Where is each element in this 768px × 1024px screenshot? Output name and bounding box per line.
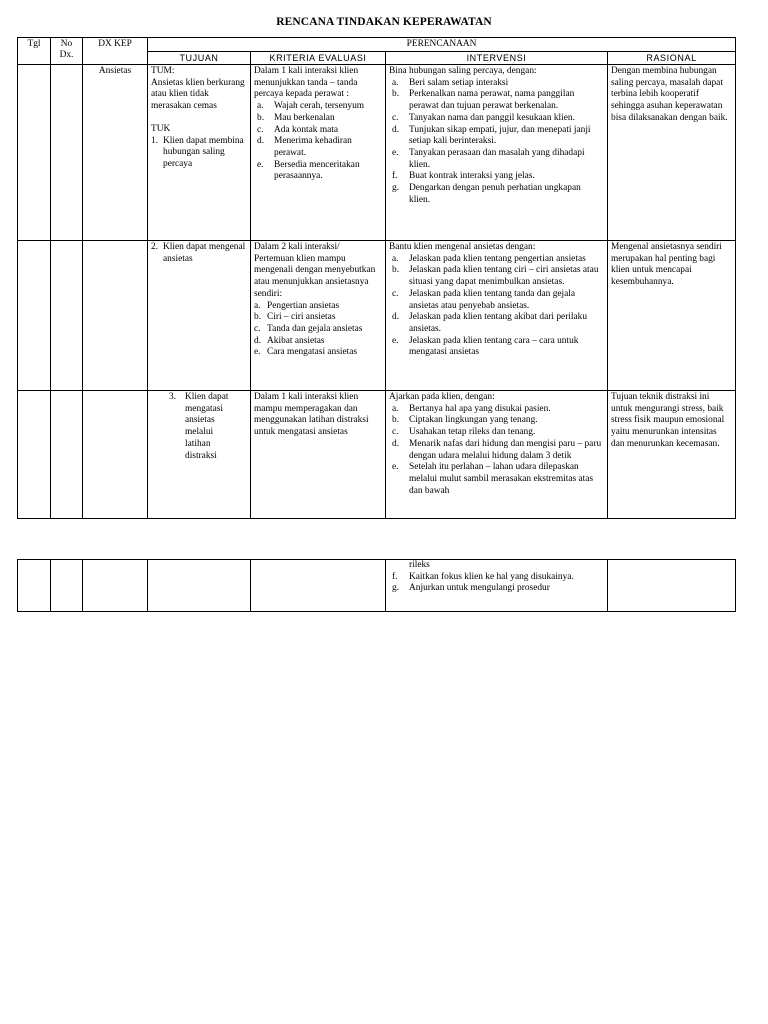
- list-item: [389, 415, 604, 427]
- list-text: Ciri – ciri ansietas: [267, 312, 336, 323]
- list-text: Jelaskan pada klien tentang akibat dari perilaku ansietas.: [409, 312, 588, 334]
- tuk-item: [151, 242, 247, 265]
- tuk-number: 1.: [151, 135, 159, 146]
- header-intervensi: INTERVENSI: [386, 51, 608, 65]
- header-perencanaan: PERENCANAAN: [148, 38, 736, 52]
- list-item: [389, 583, 604, 595]
- list-text: Kaitkan fokus klien ke hal yang disukainya.: [409, 571, 574, 582]
- list-marker: a.: [392, 77, 399, 88]
- cell-tgl: [18, 560, 51, 612]
- header-no-dx: No Dx.: [51, 38, 83, 65]
- list-text: Tanda dan gejala ansietas: [267, 323, 363, 334]
- list-text: Akibat ansietas: [267, 335, 325, 346]
- tum-label: TUM:: [151, 66, 175, 76]
- list-marker: e.: [257, 159, 264, 170]
- list-item: [389, 404, 604, 416]
- list-marker: c.: [257, 124, 264, 135]
- cell-dx-kep: [83, 560, 148, 612]
- list-marker: c.: [392, 112, 399, 123]
- care-plan-table: [17, 37, 736, 519]
- list-text: Ada kontak mata: [274, 124, 339, 135]
- list-text: Bersedia menceritakan perasaannya.: [274, 159, 360, 182]
- list-item: [254, 113, 382, 125]
- list-marker: a.: [392, 253, 399, 264]
- kriteria-list: [254, 301, 382, 360]
- intervensi-intro: Ajarkan pada klien, dengan:: [389, 392, 495, 402]
- intervensi-intro: Bantu klien mengenal ansietas dengan:: [389, 242, 536, 252]
- list-marker: d.: [254, 335, 262, 346]
- list-item: [254, 101, 382, 113]
- list-text: Bertanya hal apa yang disukai pasien.: [409, 403, 551, 414]
- list-text: Menarik nafas dari hidung dan mengisi paru – paru dengan udara melalui hidung dalam 3 detik: [409, 438, 602, 461]
- cell-rasional: [608, 560, 736, 612]
- header-rasional: RASIONAL: [608, 51, 736, 65]
- list-item: [389, 312, 604, 335]
- cell-kriteria: [251, 65, 386, 241]
- cell-tgl: [18, 241, 51, 391]
- list-text: Anjurkan untuk mengulangi prosedur: [409, 583, 550, 594]
- list-marker: f.: [392, 171, 398, 182]
- list-item: [389, 427, 604, 439]
- list-item: [254, 136, 382, 159]
- list-marker: b.: [392, 89, 400, 100]
- kriteria-intro: Dalam 2 kali interaksi/ Pertemuan klien mampu mengenali dengan menyebutkan atau menunjukkan ansietasnya sendiri:: [254, 242, 376, 299]
- list-text: Beri salam setiap interaksi: [409, 77, 509, 88]
- list-item: [254, 312, 382, 324]
- cell-dx-kep: [83, 241, 148, 391]
- list-text: Ciptakan lingkungan yang tenang.: [409, 415, 538, 426]
- list-marker: d.: [392, 438, 400, 449]
- list-item: [389, 183, 604, 206]
- list-item: [389, 254, 604, 266]
- list-marker: d.: [257, 136, 265, 147]
- page-title: RENCANA TINDAKAN KEPERAWATAN: [276, 16, 492, 28]
- list-text: Tanyakan perasaan dan masalah yang dihadapi klien.: [409, 147, 585, 170]
- intervensi-list: [389, 404, 604, 498]
- list-text: Jelaskan pada klien tentang tanda dan gejala ansietas atau penyebab ansietas.: [409, 288, 576, 311]
- list-text: Pengertian ansietas: [267, 300, 340, 311]
- cell-tujuan: [148, 65, 251, 241]
- cell-dx-kep: Ansietas: [83, 65, 148, 241]
- cell-tujuan: [148, 391, 251, 519]
- tuk-text: Klien dapat mengenal ansietas: [163, 242, 246, 264]
- tuk-text: Klien dapat mengatasi ansietas melalui latihan distraksi: [185, 392, 229, 461]
- cell-tujuan: [148, 241, 251, 391]
- cell-dx-kep: [83, 391, 148, 519]
- cell-tujuan: [148, 560, 251, 612]
- cell-kriteria: [251, 241, 386, 391]
- cell-intervensi: [386, 65, 608, 241]
- list-item: [254, 125, 382, 137]
- cell-kriteria: [251, 560, 386, 612]
- list-text: Jelaskan pada klien tentang cara – cara untuk mengatasi ansietas: [409, 335, 579, 358]
- table-row: [18, 391, 736, 519]
- list-marker: c.: [254, 323, 261, 334]
- list-text: Setelah itu perlahan – lahan udara dilepaskan melalui mulut sambil merasakan ekstremitas atas dan bawah: [409, 462, 594, 496]
- tuk-item: [151, 392, 247, 462]
- header-tgl: Tgl: [18, 38, 51, 65]
- table-row: [18, 241, 736, 391]
- list-item: [389, 439, 604, 462]
- list-text: Dengarkan dengan penuh perhatian ungkapan klien.: [409, 183, 581, 205]
- table-row: [18, 65, 736, 241]
- list-marker: a.: [392, 403, 399, 414]
- list-marker: b.: [392, 265, 400, 276]
- cell-no-dx: [51, 391, 83, 519]
- list-item: [389, 336, 604, 359]
- list-text: Perkenalkan nama perawat, nama panggilan perawat dan tujuan perawat berkenalan.: [409, 89, 575, 112]
- list-text: Jelaskan pada klien tentang pengertian ansietas: [409, 253, 586, 264]
- list-item: [389, 125, 604, 148]
- list-marker: e.: [392, 335, 399, 346]
- cell-rasional: Dengan membina hubungan saling percaya, masalah dapat terbina lebih kooperatif sehingga asuhan keperawatan bisa dilaksanakan dengan baik.: [608, 65, 736, 241]
- tuk-item: [151, 136, 247, 171]
- kriteria-intro: Dalam 1 kali interaksi klien menunjukkan tanda – tanda percaya kepada perawat :: [254, 66, 359, 100]
- list-item: [389, 462, 604, 497]
- list-item: [389, 289, 604, 312]
- list-item: [389, 148, 604, 171]
- cell-rasional: Tujuan teknik distraksi ini untuk mengurangi stress, baik stress fisik maupun emosional yaitu menurunkan intensitas dan menurunkan kecemasan.: [608, 391, 736, 519]
- list-text: Usahakan tetap rileks dan tenang.: [409, 427, 536, 438]
- care-plan-table-continued: [17, 559, 736, 612]
- list-text: Jelaskan pada klien tentang ciri – ciri ansietas atau situasi yang dapat menimbulkan ansietas.: [409, 265, 599, 288]
- list-marker: g.: [392, 583, 400, 594]
- table-row: [18, 560, 736, 612]
- list-text: Menerima kehadiran perawat.: [274, 136, 352, 158]
- list-marker: b.: [254, 312, 262, 323]
- list-item: [389, 572, 604, 584]
- list-marker: e.: [392, 147, 399, 158]
- tuk-text: Klien dapat membina hubungan saling percaya: [163, 135, 244, 169]
- intervensi-intro: Bina hubungan saling percaya, dengan:: [389, 66, 537, 76]
- cell-no-dx: [51, 65, 83, 241]
- list-text: Cara mengatasi ansietas: [267, 347, 358, 358]
- list-item: [389, 171, 604, 183]
- cell-no-dx: [51, 560, 83, 612]
- cell-intervensi: [386, 241, 608, 391]
- intervensi-list: [389, 572, 604, 595]
- cell-intervensi: [386, 560, 608, 612]
- list-marker: a.: [254, 300, 261, 311]
- tuk-number: 3.: [169, 392, 177, 402]
- list-marker: d.: [392, 312, 400, 323]
- cell-rasional: Mengenal ansietasnya sendiri merupakan hal penting bagi klien untuk mencapai kesembuhannya.: [608, 241, 736, 391]
- intervensi-list: [389, 254, 604, 359]
- list-marker: a.: [257, 101, 264, 112]
- list-marker: b.: [257, 112, 265, 123]
- cell-intervensi: [386, 391, 608, 519]
- list-marker: f.: [392, 571, 398, 582]
- list-marker: e.: [392, 462, 399, 473]
- tum-text: Ansietas klien berkurang atau klien tidak merasakan cemas: [151, 77, 245, 112]
- continued-text: rileks: [409, 560, 430, 570]
- list-marker: e.: [254, 347, 261, 358]
- list-item: [254, 301, 382, 313]
- intervensi-list: [389, 78, 604, 207]
- list-text: Tunjukan sikap empati, jujur, dan menepati janji setiap kali berinteraksi.: [409, 124, 591, 147]
- list-item: [254, 160, 382, 183]
- list-item: [254, 336, 382, 348]
- header-dx-kep: DX KEP: [83, 38, 148, 65]
- cell-tgl: [18, 65, 51, 241]
- list-marker: c.: [392, 288, 399, 299]
- list-marker: b.: [392, 415, 400, 426]
- list-marker: c.: [392, 427, 399, 438]
- list-item: [389, 265, 604, 288]
- list-marker: g.: [392, 183, 400, 194]
- list-text: Mau berkenalan: [274, 112, 335, 123]
- list-item: [389, 113, 604, 125]
- header-kriteria: KRITERIA EVALUASI: [251, 51, 386, 65]
- list-text: Tanyakan nama dan panggil kesukaan klien.: [409, 112, 575, 123]
- tuk-number: 2.: [151, 242, 159, 252]
- cell-no-dx: [51, 241, 83, 391]
- tuk-label: TUK: [151, 123, 171, 134]
- list-item: [389, 78, 604, 90]
- list-item: [254, 324, 382, 336]
- cell-tgl: [18, 391, 51, 519]
- list-item: [254, 347, 382, 359]
- kriteria-list: [254, 101, 382, 183]
- list-item: [389, 89, 604, 112]
- list-text: Buat kontrak interaksi yang jelas.: [409, 171, 535, 182]
- cell-kriteria: Dalam 1 kali interaksi klien mampu memperagakan dan menggunakan latihan distraksi untuk mengatasi ansietas: [251, 391, 386, 519]
- list-marker: d.: [392, 124, 400, 135]
- header-tujuan: TUJUAN: [148, 51, 251, 65]
- list-text: Wajah cerah, tersenyum: [274, 101, 365, 112]
